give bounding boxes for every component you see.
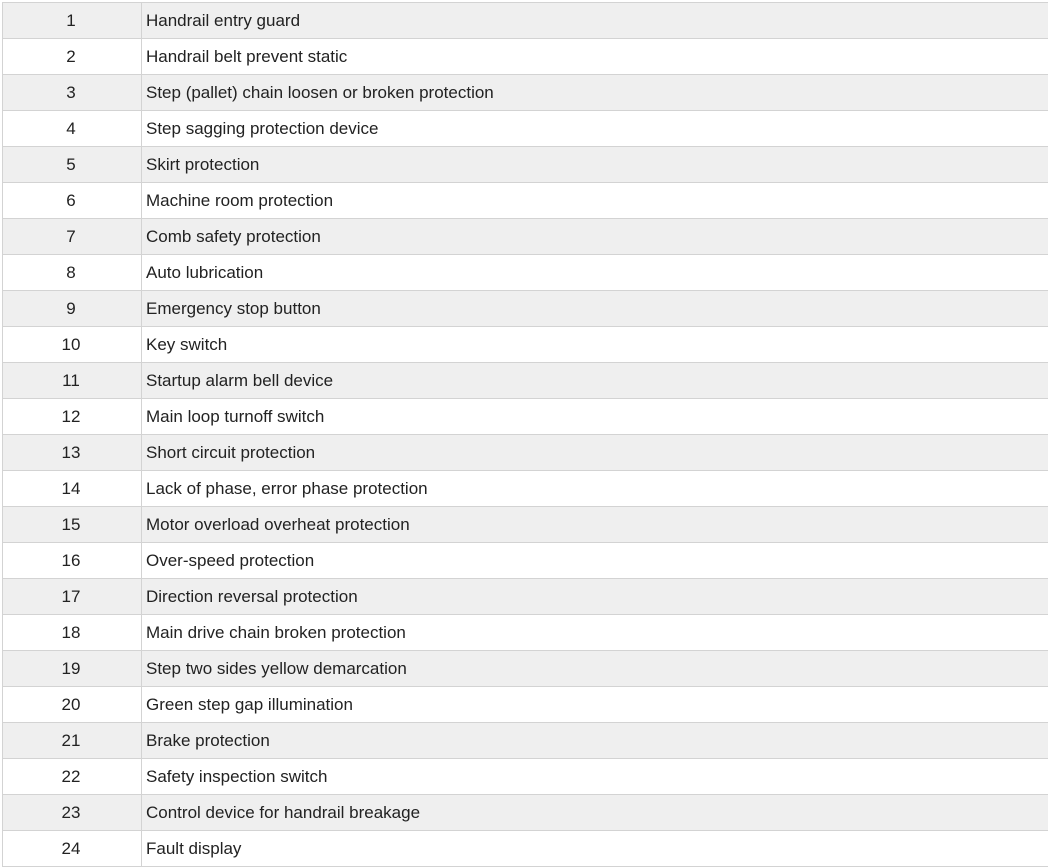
row-description: Handrail entry guard	[146, 10, 301, 30]
table-row	[3, 471, 1048, 507]
table-row	[3, 399, 1048, 435]
row-number: 23	[3, 795, 142, 830]
row-description: Step two sides yellow demarcation	[146, 658, 407, 678]
table-row	[3, 651, 1048, 687]
table-row	[3, 147, 1048, 183]
row-number: 16	[3, 543, 142, 578]
row-description: Handrail belt prevent static	[146, 46, 348, 66]
row-number: 14	[3, 471, 142, 506]
row-number: 13	[3, 435, 142, 470]
table-row	[3, 507, 1048, 543]
table-row	[3, 759, 1048, 795]
row-number: 17	[3, 579, 142, 614]
table-row	[3, 687, 1048, 723]
row-description: Comb safety protection	[146, 226, 321, 246]
table-row	[3, 183, 1048, 219]
row-number: 24	[3, 831, 142, 866]
table-row	[3, 615, 1048, 651]
row-description: Control device for handrail breakage	[146, 802, 421, 822]
row-description: Key switch	[146, 334, 228, 354]
row-number: 20	[3, 687, 142, 722]
table-row	[3, 723, 1048, 759]
row-description: Short circuit protection	[146, 442, 316, 462]
table-row	[3, 75, 1048, 111]
row-number: 18	[3, 615, 142, 650]
row-description: Fault display	[146, 838, 242, 858]
row-description: Emergency stop button	[146, 298, 321, 318]
table-row	[3, 219, 1048, 255]
row-description: Skirt protection	[146, 154, 260, 174]
row-number: 4	[3, 111, 142, 146]
row-number: 6	[3, 183, 142, 218]
row-number: 11	[3, 363, 142, 398]
row-number: 2	[3, 39, 142, 74]
row-description: Safety inspection switch	[146, 766, 328, 786]
row-number: 15	[3, 507, 142, 542]
row-description: Auto lubrication	[146, 262, 264, 282]
table-row	[3, 291, 1048, 327]
row-number: 3	[3, 75, 142, 110]
table-row	[3, 3, 1048, 39]
row-number: 1	[3, 3, 142, 38]
table-row	[3, 363, 1048, 399]
row-description: Startup alarm bell device	[146, 370, 334, 390]
table-row	[3, 795, 1048, 831]
table-row	[3, 543, 1048, 579]
table-row	[3, 39, 1048, 75]
row-description: Step sagging protection device	[146, 118, 379, 138]
row-description: Direction reversal protection	[146, 586, 358, 606]
table-row	[3, 255, 1048, 291]
row-number: 19	[3, 651, 142, 686]
row-description: Machine room protection	[146, 190, 334, 210]
row-number: 22	[3, 759, 142, 794]
row-number: 10	[3, 327, 142, 362]
row-description: Green step gap illumination	[146, 694, 353, 714]
row-number: 5	[3, 147, 142, 182]
row-number: 9	[3, 291, 142, 326]
table-row	[3, 831, 1048, 867]
row-description: Step (pallet) chain loosen or broken protection	[146, 82, 494, 102]
row-number: 8	[3, 255, 142, 290]
row-number: 7	[3, 219, 142, 254]
row-description: Main loop turnoff switch	[146, 406, 325, 426]
row-description: Over-speed protection	[146, 550, 315, 570]
row-number: 21	[3, 723, 142, 758]
row-description: Main drive chain broken protection	[146, 622, 406, 642]
row-number: 12	[3, 399, 142, 434]
row-description: Motor overload overheat protection	[146, 514, 410, 534]
row-description: Lack of phase, error phase protection	[146, 478, 428, 498]
table-row	[3, 435, 1048, 471]
table-row	[3, 579, 1048, 615]
table-row	[3, 327, 1048, 363]
table-row	[3, 111, 1048, 147]
safety-features-table	[2, 2, 1048, 867]
row-description: Brake protection	[146, 730, 270, 750]
